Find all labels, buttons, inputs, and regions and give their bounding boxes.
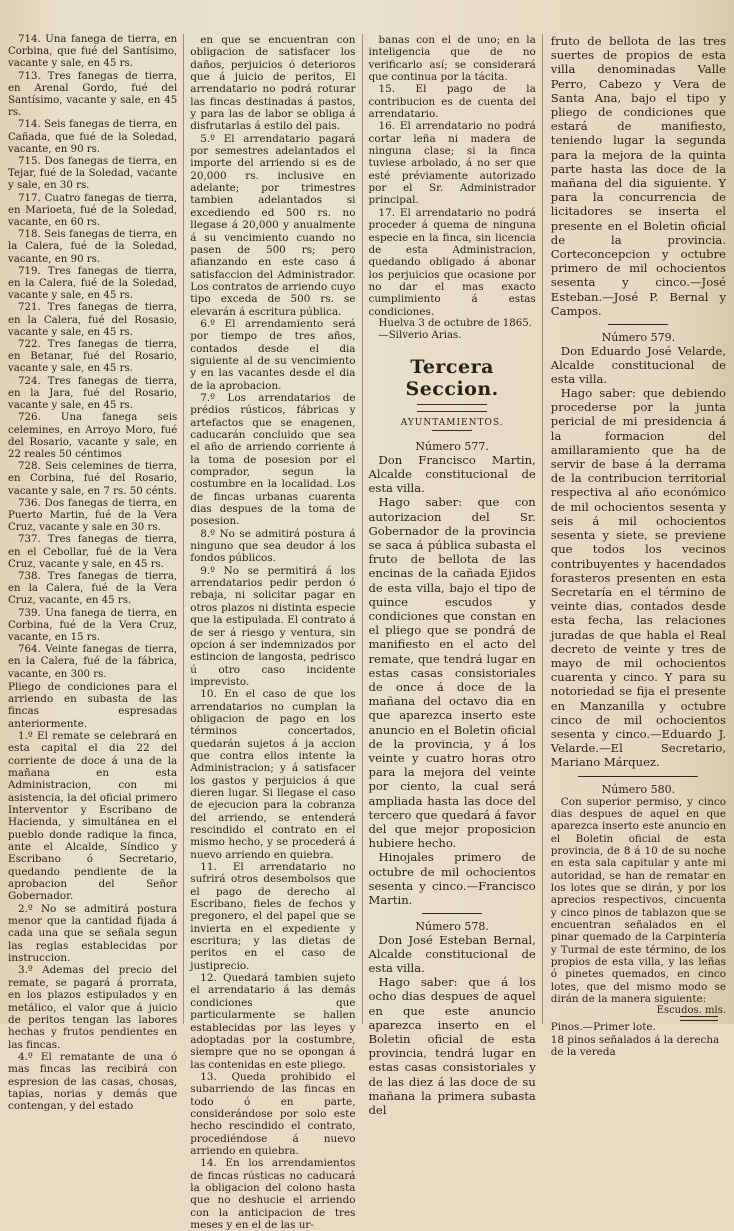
paragraph: 17. El arrendatario no podrá proceder á quema de ninguna especie en la finca, sin licencia de esta Administracion, quedando obligado á abonar los perjuicios que ocasione por no dar el mas exacto cumplimiento á estas condiciones.	[368, 206, 536, 318]
notice-number: Número 579.	[601, 331, 676, 345]
lot-item: 18 pinos señalados á la derecha de la vereda	[550, 1033, 720, 1058]
paragraph: 721. Tres fanegas de tierra, en la Calera, fué del Rosasio, vacante y sale, en 45 rs.	[8, 302, 178, 338]
date-line: Huelva 3 de octubre de 1865.	[378, 317, 532, 329]
property-list	[8, 34, 177, 681]
paragraph: 11. El arrendatario no sufrirá otros desembolsos que el pago de derecho al Escribano, fieles de fechos y pregonero, el del papel que se invierta en el expediente y escritura; y las dietas de peritos en el caso de justiprecio.	[190, 861, 356, 972]
paragraph: 726. Una fanega seis celemines, en Arroyo Moro, fué del Rosario, vacante y sale, en 22 reales 50 céntimos	[8, 412, 178, 460]
ornament-rule	[417, 404, 487, 412]
paragraph: 719. Tres fanegas de tierra, en la Calera, fué de la Soledad, vacante y sale, en 45 rs.	[8, 265, 178, 302]
column-2	[184, 34, 361, 1231]
paragraph: 12. Quedará tambien sujeto el arrendatario á las demás condiciones que particularmente se hallen establecidas por las leyes y adoptadas por la costumbre, siempre que no se opongan á las contenidas en este pliego.	[190, 972, 356, 1071]
notice-body: Hago saber: que á los ocho dias despues de aquel en que este anuncio aparezca inserto en el Boletin oficial de esta provincia, tendrá lugar en estas casas consistoriales y de las diez á las doce de su mañana la primera subasta del	[368, 975, 536, 1118]
notice-author: Don Francisco Martin, Alcalde constitucional de esta villa.	[368, 453, 536, 496]
conditions-continued	[190, 34, 355, 1231]
notice-number: Número 577.	[415, 440, 489, 454]
paragraph: 713. Tres fanegas de tierra, en Arenal Gordo, fué del Santísimo, vacante y sale, en 45 rs.	[8, 70, 178, 119]
paragraph: 1.º El remate se celebrará en esta capital el dia 22 del corriente de doce á una de la mañana en esta Administracion, con mi asistencia, la del oficial primero Interventor y Escribano de Hacienda, y simultánea en el pueblo donde radique la finca, ante el Alcalde, Síndico y Escribano ó Secretario, quedando pendiente de la aprobacion del Señor Gobernador.	[8, 729, 178, 903]
paragraph: 722. Tres fanegas de tierra, en Betanar, fué del Rosario, vacante y sale, en 45 rs.	[8, 339, 178, 375]
paragraph: 718. Seis fanegas de tierra, en la Calera, fué de la Soledad, vacante, en 90 rs.	[8, 229, 178, 265]
paragraph: 739. Una fanega de tierra, en Corbina, fué de la Vera Cruz, vacante, en 15 rs.	[8, 607, 178, 643]
ornament-rule	[432, 430, 472, 434]
paragraph: 714. Una fanega de tierra, en Corbina, que fué del Santísimo, vacante y sale, en 45 rs.	[8, 34, 178, 70]
paragraph: 13. Queda prohibido el subarriendo de las fincas en todo ó en parte, considerándose por solo este hecho rescindido el contrato, procediéndose á nuevo arriendo en quiebra.	[190, 1070, 356, 1157]
paragraph: 728. Seis celemines de tierra, en Corbina, fué del Rosario, vacante y sale, en 7 rs. 50 cénts.	[8, 461, 178, 497]
notice-author: Don Eduardo José Velarde, Alcalde constitucional de esta villa.	[550, 344, 727, 387]
paragraph: en que se encuentran con obligacion de satisfacer los daños, perjuicios ó deterioros que á juicio de peritos, El arrendatario no podrá roturar las fincas destinadas á pastos, y para las de labor se obliga á disfrutarlas á estilo del pais.	[190, 34, 356, 133]
notice-divider	[608, 324, 668, 325]
lot-heading: Pinos.—Primer lote.	[550, 1021, 656, 1034]
paragraph: 14. En los arrendamientos de fincas rústicas no caducará la obligacion del colono hasta que no deshucie el arriendo con la anticipacion de tres meses y en el de las ur-	[190, 1157, 356, 1231]
paragraph: 764. Veinte fanegas de tierra, en la Calera, fué de la fábrica, vacante, en 300 rs.	[8, 644, 178, 680]
paragraph: 736. Dos fanegas de tierra, en Puerto Martin, fué de la Vera Cruz, vacante y sale en 30 rs.	[8, 497, 178, 534]
conditions-heading: Pliego de condiciones para el arriendo en subasta de las fincas espresadas anteriormente.	[8, 680, 178, 730]
column-1	[8, 34, 183, 1113]
signature: —Silverio Arias.	[378, 330, 462, 342]
notice-author: Don José Esteban Bernal, Alcalde constitucional de esta villa.	[368, 933, 536, 976]
paragraph: 6.º El arrendamiento será por tiempo de tres años, contados desde el dia siguiente al de su vencimiento y en las vacantes desde el dia de la aprobacion.	[190, 317, 356, 392]
notice-body: Hago saber: que con autorizacion del Sr. Gobernador de la provincia se saca á pública subasta el fruto de bellota de las encinas de la cañada Ejidos de esta villa, bajo el tipo de quince escudos y condiciones que constan en el pliego que se pondrá de manifiesto en el acto del remate, que tendrá lugar en estas casas consistoriales de once á doce de la mañana del octavo dia en que aparezca inserto este anuncio en el Boletin oficial de la provincia, y á los veinte y cuatro horas otro para la mejora del veinte por ciento, la cual será ampliada hasta las doce del tercero que quedará á favor del que mejor proposicion hubiere hecho.	[368, 495, 536, 851]
paragraph: 8.º No se admitirá postura á ninguno que sea deudor á los fondos públicos.	[190, 527, 356, 565]
paragraph: 5.º El arrendatario pagará por semestres adelantados el importe del arriendo si es de 20,000 rs. inclusive en adelante; por trimestres tambien adelantados si excediendo ed 500 rs. no llegase á 20,000 y anualmente á su vencimiento cuando no pasen de 500 rs; pero afianzando en este caso á satisfaccion del Administrador. Los contratos de arriendo cuyo tipo exceda de 500 rs. se elevarán á escritura pública.	[190, 132, 356, 318]
column-4	[543, 34, 727, 1058]
notice-number: Número 578.	[415, 920, 489, 934]
notice-body: Hago saber: que debiendo procederse por la junta pericial de mi presidencia á la formacion del amillaramiento que ha de servir de base á la derrama de la contribucion territorial respectiva al año económico de mil ochocientos sesenta y seis á mil ochocientos sesenta y siete, se previene que todos los vecinos contribuyentes y hacendados forasteros presenten en esta Secretaría en el término de veinte dias, contados desde esta fecha, las relaciones juradas de que habla el Real decreto de veinte y tres de mayo de mil ochocientos cuarenta y cinco. Y para su notoriedad se fija el presente en Manzanilla y octubre cinco de mil ochocientos sesenta y cinco.—Eduardo J. Velarde.—El Secretario, Mariano Márquez.	[550, 386, 727, 770]
column-3	[363, 34, 542, 1118]
paragraph: 724. Tres fanegas de tierra, en la Jara, fué del Rosario, vacante y sale, en 45 rs.	[8, 375, 178, 412]
paragraph: banas con el de uno; en la inteligencia que de no verificarlo así; se considerará que continua por la tácita.	[368, 34, 536, 84]
column-label: Escudos. mls.	[656, 1005, 727, 1017]
paragraph: 9.º No se permitirá á los arrendatarios pedir perdon ó rebaja, ni solicitar pagar en otros plazos ni distinta especie que la estipulada. El contrato á de ser á riesgo y ventura, sin opcion á ser indemnizados por estincion de langosta, pedrisco ú otro caso incidente imprevisto.	[190, 564, 356, 688]
notice-closing: Hinojales primero de octubre de mil ochocientos sesenta y cinco.—Francisco Martin.	[368, 850, 536, 907]
notice-continuation: fruto de bellota de las tres suertes de propios de esta villa denominadas Valle Perro, Cabezo y Vera de Santa Ana, bajo el tipo y pliego de condiciones que estará de manifiesto, teniendo lugar la segunda para la mejora de la quinta parte hasta las doce de la mañana del dia siguiente. Y para la concurrencia de licitadores se inserta el presente en el Boletin oficial de la provincia. Corteconcepcion y octubre primero de mil ochocientos sesenta y cinco.—José Esteban.—José P. Bernal y Campos.	[550, 34, 727, 318]
notice-divider	[578, 776, 698, 777]
paragraph: 717. Cuatro fanegas de tierra, en Marioeta, fué de la Soledad, vacante, en 60 rs.	[8, 192, 178, 229]
paragraph: 738. Tres fanegas de tierra, en la Calera, fué de la Vera Cruz, vacante, en 45 rs.	[8, 570, 178, 607]
notice-divider	[422, 913, 482, 914]
conditions-end	[369, 34, 536, 318]
section-title: Tercera Seccion.	[405, 356, 499, 401]
conditions-list	[8, 730, 177, 1113]
paragraph: 4.º El rematante de una ó mas fincas las recibirá con espresion de las casas, chosas, tapias, norias y demás que contengan, y del estado	[8, 1050, 178, 1113]
paragraph: 15. El pago de la contribucion es de cuenta del arrendatario.	[368, 83, 536, 121]
section-subtitle: AYUNTAMIENTOS.	[400, 418, 504, 429]
paragraph: 7.º Los arrendatarios de prédios rústicos, fábricas y artefactos que se enagenen, caducarán concluido que sea el año de arriendo corriente á la toma de posesion por el comprador, segun la costumbre en la localidad. Los de fincas urbanas cuarenta dias despues de la toma de posesion.	[190, 391, 356, 528]
paragraph: 714. Seis fanegas de tierra, en Cañada, que fué de la Soledad, vacante, en 90 rs.	[8, 119, 178, 155]
paragraph: 3.º Ademas del precio del remate, se pagará á prorrata, en los plazos estipulados y en metálico, el valor que á juicio de peritos tengan las labores hechas y frutos pendientes en las fincas.	[8, 964, 178, 1051]
paragraph: 16. El arrendatario no podrá cortar leña ni madera de ninguna clase; si la finca tuviese arbolado, á no ser que esté préviamente autorizado por el Sr. Administrador principal.	[368, 120, 536, 207]
notice-body: Con superior permiso, y cinco dias despues de aquel en que aparezca inserto este anuncio en el Boletin oficial de esta provincia, de 8 á 10 de su noche en esta sala capitular y ante mi autoridad, se han de rematar en los lotes que se dirán, y por los aprecios respectivos, cincuenta y cinco pinos de tablazon que se encuentran señalados en el pinar quemado de la Carpintería y Turmal de este término, de los propios de esta villa, y las leñas ó pinetes quemados, en cinco lotes, que del mismo modo se dirán de la manera siguiente:	[550, 795, 727, 1006]
paragraph: 10. En el caso de que los arrendatarios no cumplan la obligacion de pago en los términos concertados, quedarán sujetos á ja accion que contra ellos intente la Administracion; y á satisfacer los gastos y perjuicios á que dieren lugar. Si llegase el caso de ejecucion para la cobranza del arriendo, se entenderá rescindido el contrato en el mismo hecho, y se procederá á nuevo arriendo en quiebra.	[190, 688, 356, 861]
paragraph: 715. Dos fanegas de tierra, en Tejar, fué de la Soledad, vacante y sale, en 30 rs.	[8, 156, 178, 192]
notice-number: Número 580.	[601, 782, 676, 796]
paragraph: 737. Tres fanegas de tierra, en el Cebollar, fué de la Vera Cruz, vacante y sale, en 45 rs.	[8, 534, 178, 570]
paragraph: 2.º No se admitirá postura menor que la cantidad fijada á cada una que se señala segun las reglas establecidas por instruccion.	[8, 902, 178, 965]
